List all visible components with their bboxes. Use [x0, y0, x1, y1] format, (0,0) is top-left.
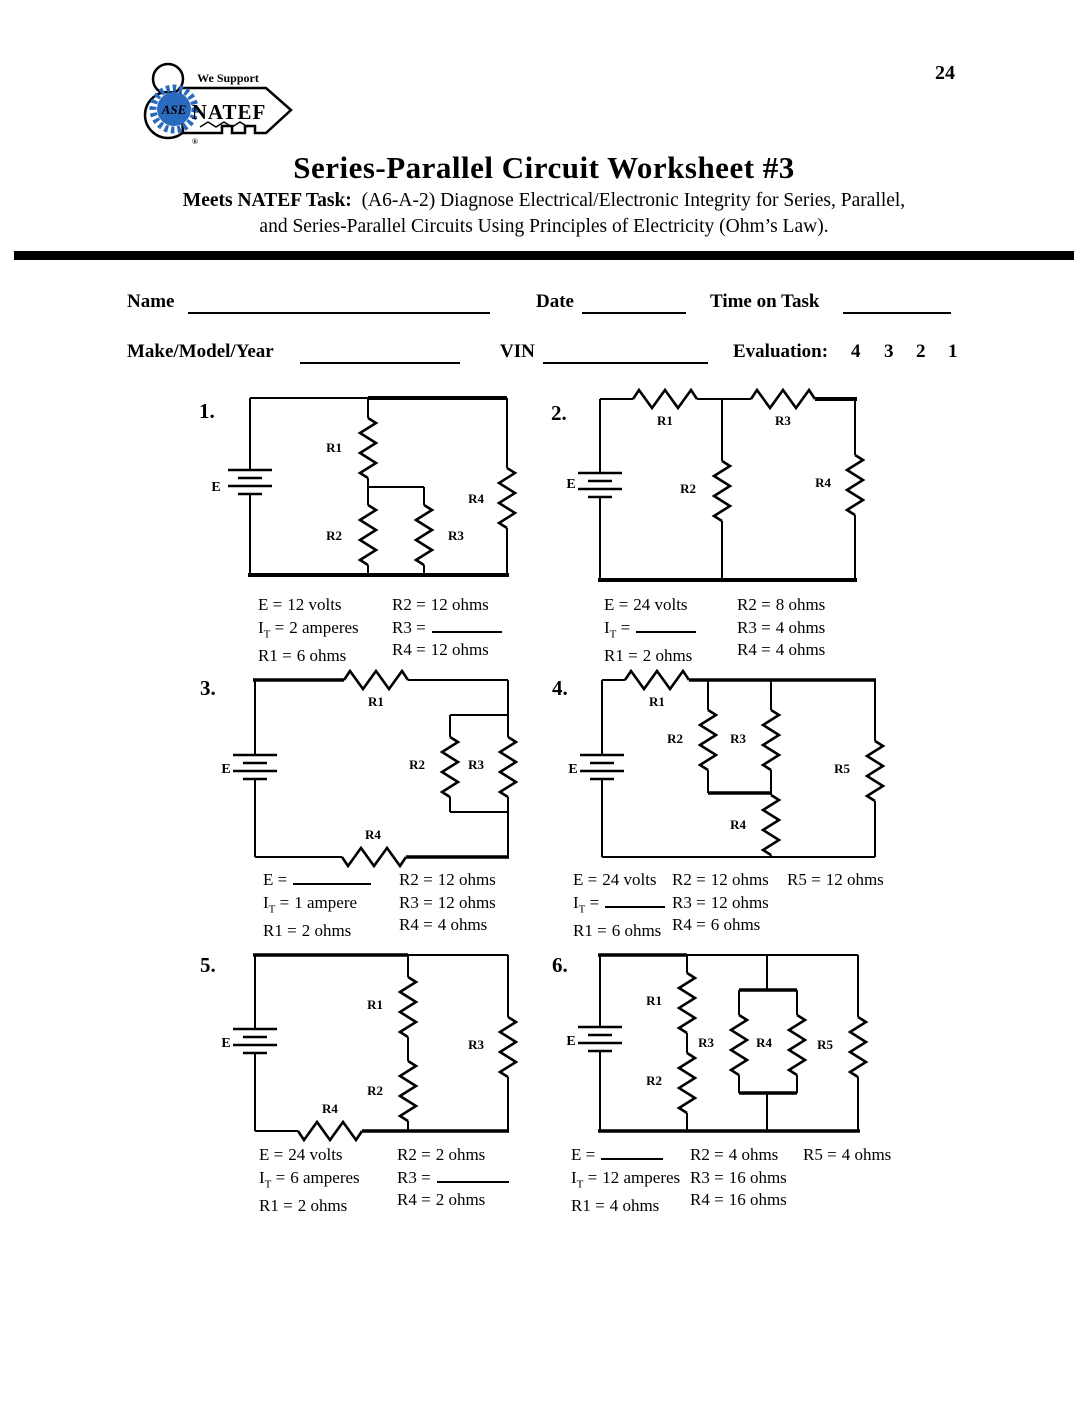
value-label: R3 =: [399, 892, 433, 912]
value: 12 amperes: [602, 1167, 681, 1187]
resistor-label-r3: R3: [730, 731, 746, 746]
evaluation-score-3[interactable]: 3: [884, 341, 894, 362]
logo-tagline: We Support: [197, 71, 259, 85]
resistor-label-r1: R1: [646, 993, 662, 1008]
value-label: E =: [571, 1145, 596, 1164]
value: 12 ohms: [430, 595, 489, 614]
value: 4 ohms: [775, 617, 826, 637]
resistor-label-r2: R2: [326, 528, 342, 543]
resistor-icon: [633, 390, 863, 521]
value-label: R3 =: [672, 892, 706, 912]
value-label: R1 =: [263, 921, 297, 941]
value-label: I: [571, 1167, 577, 1187]
resistor-label-r3: R3: [698, 1035, 714, 1050]
value: 12 ohms: [437, 892, 496, 912]
value-label: R2 =: [399, 870, 433, 889]
page-title: Series-Parallel Circuit Worksheet #3: [293, 150, 795, 185]
value: 2 ohms: [435, 1190, 486, 1209]
value: 12 ohms: [825, 870, 884, 889]
value: 4 ohms: [775, 640, 826, 659]
value-label: I: [263, 892, 269, 912]
task-text-1: (A6-A-2) Diagnose Electrical/Electronic Integrity for Series, Parallel,: [361, 190, 906, 211]
battery-label: E: [568, 762, 578, 777]
value-label: E =: [573, 870, 598, 889]
battery-label: E: [221, 762, 231, 777]
resistor-label-r4: R4: [365, 827, 381, 842]
battery-icon: [580, 755, 624, 779]
value-label: R3 =: [690, 1167, 724, 1187]
circuit-6-values-col3: [803, 1144, 891, 1167]
circuit-1-values-col1: E = 12 volts $I_T = 2$ amperes R1 = 6 ohms: [258, 595, 359, 666]
resistor-label-r4: R4: [730, 817, 746, 832]
task-label: Meets NATEF Task:: [182, 190, 352, 211]
registered-mark: ®: [192, 137, 198, 146]
value-label: R1 =: [573, 921, 607, 941]
vin-label: VIN: [500, 341, 535, 362]
value: 24 volts: [602, 870, 657, 889]
value-label: E =: [604, 595, 629, 614]
task-line-1: [0, 190, 1088, 212]
circuit-1-wires: [250, 398, 507, 575]
value-label: E =: [263, 870, 288, 889]
resistor-label-r4: R4: [815, 475, 831, 490]
battery-label: E: [211, 480, 221, 495]
circuit-3-number: 3.: [200, 676, 216, 700]
battery-icon: [233, 1029, 277, 1053]
task-line-2: and Series-Parallel Circuits Using Principles of Electricity (Ohm’s Law).: [259, 216, 829, 237]
divider-bar: [14, 251, 1074, 260]
answer-blank-it[interactable]: [636, 617, 696, 633]
circuit-1-diagram: [192, 390, 522, 590]
value: 16 ohms: [728, 1190, 787, 1209]
value-label: R2 =: [672, 870, 706, 889]
value-label: R4 =: [399, 915, 433, 934]
circuit-3-values-col2: [399, 869, 496, 937]
resistor-label-r2: R2: [367, 1083, 383, 1098]
value-label: R1 =: [258, 646, 292, 666]
natef-logo: [128, 52, 303, 148]
value-label: E =: [259, 1145, 284, 1164]
value-label: R3 =: [392, 617, 426, 637]
value-label: R2 =: [397, 1145, 431, 1164]
battery-icon: [578, 473, 622, 497]
battery-label: E: [566, 477, 576, 492]
page-number: 24: [935, 62, 955, 84]
date-blank[interactable]: [582, 294, 686, 314]
resistor-label-r4: R4: [322, 1101, 338, 1116]
resistor-label-r1: R1: [649, 694, 665, 709]
value-label: R5 =: [803, 1145, 837, 1164]
circuit-2-values-col2: [737, 594, 825, 662]
value-label: E =: [258, 595, 283, 614]
resistor-label-r3: R3: [775, 413, 791, 428]
battery-label: E: [221, 1036, 231, 1051]
value-label: R3 =: [737, 617, 771, 637]
answer-blank-r3[interactable]: [432, 617, 502, 633]
circuit-5-number: 5.: [200, 953, 216, 977]
resistor-icon: [360, 418, 515, 565]
resistor-label-r3: R3: [448, 528, 464, 543]
value-label: R4 =: [392, 640, 426, 659]
value-label: R4 =: [397, 1190, 431, 1209]
value: 6 ohms: [710, 915, 761, 934]
resistor-label-r1: R1: [368, 694, 384, 709]
evaluation-label: Evaluation:: [733, 341, 829, 362]
circuit-4-values-col1: E = 24 volts $I_T$ = R1 = 6 ohms: [573, 869, 665, 943]
circuit-3-values-col1: E = $I_T = 1$ ampere R1 = 2 ohms: [263, 869, 371, 943]
time-on-task-blank[interactable]: [843, 294, 951, 314]
value-label: I: [573, 892, 579, 912]
value-label: R2 =: [737, 595, 771, 614]
resistor-label-r1: R1: [367, 997, 383, 1012]
resistor-label-r5: R5: [817, 1037, 833, 1052]
answer-blank-e[interactable]: [601, 1144, 663, 1160]
value: 2 ohms: [642, 646, 693, 666]
value: 24 volts: [633, 595, 688, 614]
resistor-label-r4: R4: [756, 1035, 772, 1050]
value-label: R5 =: [787, 870, 821, 889]
circuit-2-number: 2.: [551, 401, 567, 425]
vin-blank[interactable]: [543, 344, 708, 364]
value-label: R4 =: [690, 1190, 724, 1209]
resistor-label-r3: R3: [468, 757, 484, 772]
value-label: R1 =: [604, 646, 638, 666]
battery-icon: [228, 470, 272, 494]
value: 4 ohms: [437, 915, 488, 934]
circuit-4-wires-thick: [689, 680, 876, 793]
value: 4 ohms: [609, 1196, 660, 1216]
make-model-year-blank[interactable]: [300, 344, 460, 364]
circuit-4-diagram: [545, 665, 905, 875]
value: 2 ohms: [435, 1145, 486, 1164]
value: 8 ohms: [775, 595, 826, 614]
circuit-4-values-col3: [787, 869, 884, 892]
circuit-1-values-col2: [392, 594, 502, 662]
date-label: Date: [536, 291, 574, 312]
circuit-5-values-col2: [397, 1144, 509, 1212]
value-label: I: [258, 617, 264, 637]
circuit-6-values-col2: [690, 1144, 787, 1212]
resistor-label-r5: R5: [834, 761, 850, 776]
value-label: I: [259, 1167, 265, 1187]
value: 24 volts: [288, 1145, 343, 1164]
circuit-6-values-col1: E = $I_T = 12$ amperes R1 = 4 ohms: [571, 1145, 681, 1216]
value-label: R1 =: [259, 1196, 293, 1216]
battery-icon: [233, 755, 277, 779]
battery-icon: [578, 1027, 622, 1051]
value: 12 ohms: [710, 892, 769, 912]
make-model-year-label: Make/Model/Year: [127, 341, 274, 362]
circuit-4-values-col2: [672, 869, 769, 937]
answer-blank-r3[interactable]: [437, 1167, 509, 1183]
battery-label: E: [566, 1034, 576, 1049]
value-label: R2 =: [392, 595, 426, 614]
value-label: R1 =: [571, 1196, 605, 1216]
logo-name: NATEF: [191, 100, 267, 124]
circuit-1-number: 1.: [199, 399, 215, 423]
value-label: R2 =: [690, 1145, 724, 1164]
value: 6 ohms: [296, 646, 347, 666]
value: 12 volts: [287, 595, 342, 614]
circuit-4-number: 4.: [552, 676, 568, 700]
value: 2 ohms: [301, 921, 352, 941]
value-label: I: [604, 617, 610, 637]
value: 6 amperes: [290, 1167, 360, 1187]
value-label: R4 =: [737, 640, 771, 659]
answer-blank-e[interactable]: [293, 869, 371, 885]
value: 4 ohms: [728, 1145, 779, 1164]
evaluation-score-4[interactable]: 4: [851, 341, 861, 362]
time-on-task-label: Time on Task: [710, 291, 820, 312]
ase-gear-label: ASE: [161, 102, 187, 117]
circuit-5-values-col1: E = 24 volts $I_T = 6$ amperes R1 = 2 ohms: [259, 1145, 360, 1216]
circuit-2-diagram: [555, 385, 885, 590]
circuit-3-diagram: [192, 665, 527, 875]
value: 12 ohms: [710, 870, 769, 889]
value-label: R3 =: [397, 1167, 431, 1187]
value: 4 ohms: [841, 1145, 892, 1164]
resistor-label-r2: R2: [409, 757, 425, 772]
value: 2 amperes: [289, 617, 359, 637]
resistor-label-r4: R4: [468, 491, 484, 506]
circuit-5-diagram: [192, 945, 527, 1150]
value: 6 ohms: [611, 921, 662, 941]
resistor-label-r1: R1: [326, 440, 342, 455]
circuit-6-diagram: [545, 945, 905, 1150]
resistor-label-r3: R3: [468, 1037, 484, 1052]
evaluation-score-2[interactable]: 2: [916, 341, 926, 362]
resistor-label-r1: R1: [657, 413, 673, 428]
evaluation-score-1[interactable]: 1: [948, 341, 958, 362]
value: 12 ohms: [430, 640, 489, 659]
resistor-label-r2: R2: [680, 481, 696, 496]
name-label: Name: [127, 291, 175, 312]
value: 2 ohms: [297, 1196, 348, 1216]
resistor-label-r2: R2: [667, 731, 683, 746]
answer-blank-it[interactable]: [605, 892, 665, 908]
circuit-2-values-col1: E = 24 volts $I_T$ = R1 = 2 ohms: [604, 594, 696, 668]
value-label: R4 =: [672, 915, 706, 934]
resistor-label-r2: R2: [646, 1073, 662, 1088]
name-blank[interactable]: [188, 294, 490, 314]
value: 1 ampere: [294, 892, 358, 912]
value: 16 ohms: [728, 1167, 787, 1187]
circuit-6-number: 6.: [552, 953, 568, 977]
value: 12 ohms: [437, 870, 496, 889]
